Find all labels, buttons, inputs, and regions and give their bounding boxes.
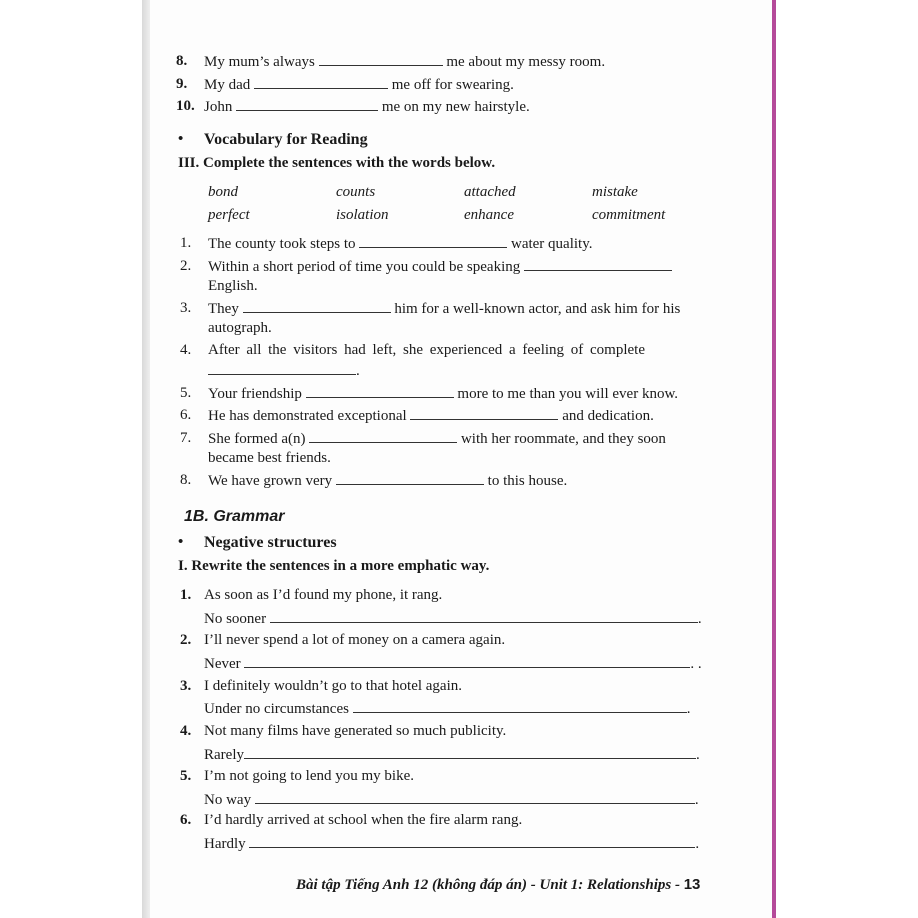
item-number: 8. — [180, 472, 192, 488]
unit-title: Unit 1: Relationships — [539, 877, 672, 893]
word-option: commitment — [592, 207, 666, 223]
answer-blank[interactable] — [236, 97, 378, 111]
top-item-8: My mum’s always me about my messy room. — [204, 54, 606, 70]
item-number: 5. — [180, 768, 192, 784]
top-item-10: John me on my new hairstyle. — [204, 99, 530, 115]
vocab-sentence-4: After all the visitors had left, she experienced a feeling of complete — [208, 342, 646, 358]
item-number: 6. — [180, 812, 192, 828]
vocab-sentence-6: He has demonstrated exceptional and dedication. — [208, 408, 654, 424]
word-option: bond — [208, 184, 238, 200]
grammar-instruction: I. Rewrite the sentences in a more emphatic way. — [178, 558, 490, 574]
vocab-sentence-3: They him for a well-known actor, and ask him for his — [208, 301, 681, 317]
page-right-border — [772, 0, 776, 918]
item-number: 9. — [176, 76, 188, 92]
item-number: 5. — [180, 385, 192, 401]
item-number: 4. — [180, 723, 192, 739]
vocab-sentence-4-cont: . — [208, 361, 360, 380]
section-title: 1B. Grammar — [184, 508, 285, 525]
grammar-sentence-3: I definitely wouldn’t go to that hotel again. — [204, 678, 463, 694]
vocab-heading: Vocabulary for Reading — [204, 131, 368, 148]
word-option: perfect — [208, 207, 250, 223]
answer-blank[interactable] — [309, 429, 457, 443]
answer-blank[interactable] — [243, 299, 391, 313]
vocab-sentence-8: We have grown very to this house. — [208, 473, 568, 489]
page-footer: Bài tập Tiếng Anh 12 (không đáp án) - Unit 1: Relationships - 13 — [296, 876, 701, 893]
book-title: Bài tập Tiếng Anh 12 (không đáp án) — [296, 877, 528, 893]
grammar-prompt-4: Rarely . — [204, 747, 700, 763]
answer-blank[interactable] — [208, 361, 356, 375]
answer-blank[interactable] — [336, 471, 484, 485]
answer-blank[interactable] — [524, 257, 672, 271]
item-number: 7. — [180, 430, 192, 446]
bullet-icon: • — [178, 131, 184, 147]
item-number: 8. — [176, 53, 188, 69]
vocab-sentence-7-cont: became best friends. — [208, 450, 331, 466]
vocab-sentence-1: The county took steps to water quality. — [208, 236, 593, 252]
grammar-prompt-2: Never . . — [204, 656, 702, 672]
vocab-sentence-7: She formed a(n) with her roommate, and they soon — [208, 431, 666, 447]
word-option: isolation — [336, 207, 389, 223]
grammar-sentence-5: I’m not going to lend you my bike. — [204, 768, 414, 784]
answer-line[interactable] — [244, 654, 690, 668]
vocab-instruction: III. Complete the sentences with the words below. — [178, 155, 496, 171]
grammar-prompt-5: No way . — [204, 792, 699, 808]
answer-blank[interactable] — [410, 406, 558, 420]
word-option: attached — [464, 184, 516, 200]
answer-line[interactable] — [249, 834, 695, 848]
item-number: 10. — [176, 98, 195, 114]
bullet-icon: • — [178, 534, 184, 550]
item-number: 3. — [180, 300, 192, 316]
answer-blank[interactable] — [306, 384, 454, 398]
vocab-sentence-5: Your friendship more to me than you will ever know. — [208, 386, 679, 402]
answer-line[interactable] — [255, 790, 695, 804]
answer-line[interactable] — [244, 745, 696, 759]
item-number: 1. — [180, 235, 192, 251]
vocab-sentence-2-cont: English. — [208, 278, 258, 294]
top-item-9: My dad me off for swearing. — [204, 77, 514, 93]
grammar-prompt-1: No sooner . — [204, 611, 702, 627]
grammar-sentence-1: As soon as I’d found my phone, it rang. — [204, 587, 443, 603]
item-number: 4. — [180, 342, 192, 358]
word-option: mistake — [592, 184, 638, 200]
answer-blank[interactable] — [254, 75, 388, 89]
vocab-sentence-3-cont: autograph. — [208, 320, 272, 336]
item-number: 3. — [180, 678, 192, 694]
item-number: 6. — [180, 407, 192, 423]
grammar-prompt-6: Hardly . — [204, 836, 700, 852]
grammar-heading: Negative structures — [204, 534, 337, 551]
answer-line[interactable] — [270, 609, 698, 623]
answer-line[interactable] — [353, 699, 687, 713]
grammar-prompt-3: Under no circumstances . — [204, 701, 691, 717]
item-number: 2. — [180, 258, 192, 274]
item-number: 1. — [180, 587, 192, 603]
answer-blank[interactable] — [319, 52, 443, 66]
word-option: counts — [336, 184, 376, 200]
grammar-sentence-2: I’ll never spend a lot of money on a camera again. — [204, 632, 506, 648]
vocab-sentence-2: Within a short period of time you could be speaking — [208, 257, 672, 276]
grammar-sentence-4: Not many films have generated so much publicity. — [204, 723, 507, 739]
answer-blank[interactable] — [359, 234, 507, 248]
word-option: enhance — [464, 207, 514, 223]
page-number: 13 — [683, 876, 701, 893]
grammar-sentence-6: I’d hardly arrived at school when the fire alarm rang. — [204, 812, 523, 828]
item-number: 2. — [180, 632, 192, 648]
